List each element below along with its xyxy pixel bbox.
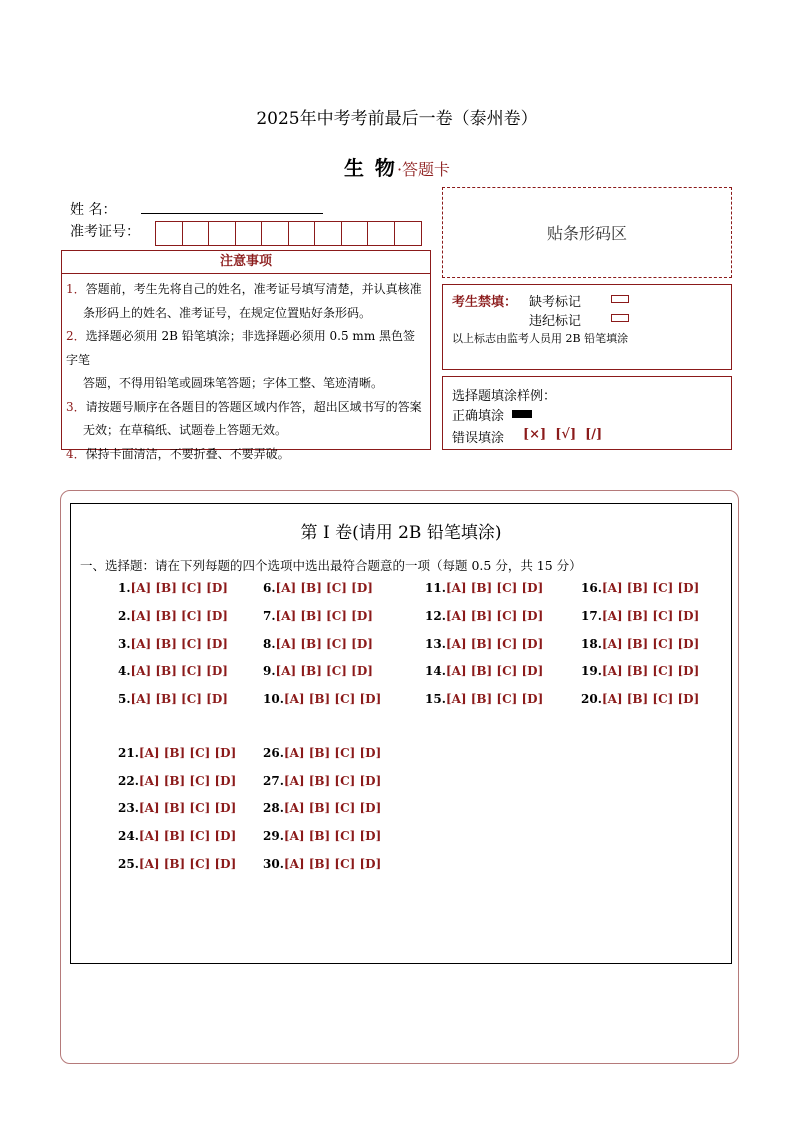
question-options[interactable]: [A] [B] [C] [D] xyxy=(275,637,373,651)
question-options[interactable]: [A] [B] [C] [D] xyxy=(275,609,373,623)
question-3[interactable] xyxy=(118,637,228,651)
ticket-digit-box[interactable] xyxy=(395,222,422,245)
notice-item-continuation: 答题，不得用铅笔或圆珠笔答题；字体工整、笔迹清晰。 xyxy=(83,376,384,390)
question-21[interactable] xyxy=(118,746,236,760)
question-options[interactable]: [A] [B] [C] [D] xyxy=(283,746,382,760)
question-options[interactable]: [A] [B] [C] [D] xyxy=(275,664,373,678)
question-number: 29. xyxy=(263,829,284,843)
question-number: 7. xyxy=(263,609,276,623)
question-options[interactable]: [A] [B] [C] [D] xyxy=(138,801,237,815)
question-number: 20. xyxy=(581,692,602,706)
question-22[interactable] xyxy=(118,774,236,788)
ticket-digit-box[interactable] xyxy=(183,222,210,245)
notice-item xyxy=(66,278,422,302)
subject-title xyxy=(0,152,794,181)
question-options[interactable]: [A] [B] [C] [D] xyxy=(138,746,237,760)
exam-marks-note: 以上标志由监考人员用 2B 铅笔填涂 xyxy=(452,332,629,345)
question-number: 11. xyxy=(425,581,446,595)
question-9[interactable] xyxy=(263,664,373,678)
name-label: 姓 名： xyxy=(70,202,117,218)
question-10[interactable] xyxy=(263,692,381,706)
question-24[interactable] xyxy=(118,829,236,843)
question-23[interactable] xyxy=(118,801,236,815)
question-number: 26. xyxy=(263,746,284,760)
question-number: 24. xyxy=(118,829,139,843)
question-options[interactable]: [A] [B] [C] [D] xyxy=(138,829,237,843)
question-number: 28. xyxy=(263,801,284,815)
ticket-digit-box[interactable] xyxy=(156,222,183,245)
question-16[interactable] xyxy=(581,581,699,595)
barcode-label: 贴条形码区 xyxy=(546,224,627,243)
question-options[interactable]: [A] [B] [C] [D] xyxy=(138,857,237,871)
violation-label: 违纪标记 xyxy=(529,314,582,329)
question-number: 25. xyxy=(118,857,139,871)
question-number: 19. xyxy=(581,664,602,678)
fill-sample-heading: 选择题填涂样例： xyxy=(452,389,557,404)
question-number: 2. xyxy=(118,609,131,623)
question-27[interactable] xyxy=(263,774,381,788)
question-20[interactable] xyxy=(581,692,699,706)
notice-item-text: 保持卡面清洁，不要折叠、不要弄破。 xyxy=(85,446,290,461)
question-number: 27. xyxy=(263,774,284,788)
question-number: 13. xyxy=(425,637,446,651)
ticket-digit-box[interactable] xyxy=(209,222,236,245)
card-label: ·答题卡 xyxy=(396,160,451,179)
question-26[interactable] xyxy=(263,746,381,760)
question-options[interactable]: [A] [B] [C] [D] xyxy=(445,581,544,595)
question-18[interactable] xyxy=(581,637,699,651)
ticket-digit-box[interactable] xyxy=(342,222,369,245)
question-options[interactable]: [A] [B] [C] [D] xyxy=(275,581,373,595)
notice-item xyxy=(66,443,422,467)
question-number: 30. xyxy=(263,857,284,871)
question-29[interactable] xyxy=(263,829,381,843)
question-options[interactable]: [A] [B] [C] [D] xyxy=(601,581,700,595)
question-number: 18. xyxy=(581,637,602,651)
section-instruction: 一、选择题：请在下列每题的四个选项中选出最符合题意的一项（每题 0.5 分，共 15 分） xyxy=(80,558,582,573)
question-options[interactable]: [A] [B] [C] [D] xyxy=(283,857,382,871)
question-options[interactable]: [A] [B] [C] [D] xyxy=(445,664,544,678)
exam-marks-label: 考生禁填： xyxy=(452,295,518,310)
ticket-digit-box[interactable] xyxy=(236,222,263,245)
exam-marks-box xyxy=(442,284,732,370)
question-options[interactable]: [A] [B] [C] [D] xyxy=(445,692,544,706)
page-title: 2025年中考考前最后一卷（泰州卷） xyxy=(256,109,538,129)
question-6[interactable] xyxy=(263,581,373,595)
question-number: 14. xyxy=(425,664,446,678)
question-1[interactable] xyxy=(118,581,228,595)
question-19[interactable] xyxy=(581,664,699,678)
notice-item-number: 2． xyxy=(66,329,86,343)
question-number: 4. xyxy=(118,664,131,678)
question-number: 3. xyxy=(118,637,131,651)
question-options[interactable]: [A] [B] [C] [D] xyxy=(138,774,237,788)
ticket-digit-box[interactable] xyxy=(262,222,289,245)
question-options[interactable]: [A] [B] [C] [D] xyxy=(130,664,228,678)
question-options[interactable]: [A] [B] [C] [D] xyxy=(445,609,544,623)
question-options[interactable]: [A] [B] [C] [D] xyxy=(283,801,382,815)
section-title: 第 I 卷(请用 2B 铅笔填涂) xyxy=(300,523,502,543)
notice-item-text: 答题前，考生先将自己的姓名，准考证号填写清楚，并认真核准 xyxy=(85,282,422,296)
question-17[interactable] xyxy=(581,609,699,623)
question-15[interactable] xyxy=(425,692,543,706)
notice-item-text: 选择题必须用 2B 铅笔填涂；非选择题必须用 0.5 mm 黑色签字笔 xyxy=(66,329,416,367)
question-options[interactable]: [A] [B] [C] [D] xyxy=(283,692,382,706)
question-number: 23. xyxy=(118,801,139,815)
question-28[interactable] xyxy=(263,801,381,815)
question-options[interactable]: [A] [B] [C] [D] xyxy=(445,637,544,651)
question-number: 22. xyxy=(118,774,139,788)
correct-fill-sample xyxy=(512,410,532,418)
notice-item-number: 4． xyxy=(66,446,86,461)
question-11[interactable] xyxy=(425,581,543,595)
violation-mark-box[interactable] xyxy=(611,314,629,322)
question-options[interactable]: [A] [B] [C] [D] xyxy=(601,637,700,651)
question-options[interactable]: [A] [B] [C] [D] xyxy=(601,609,700,623)
barcode-area xyxy=(442,187,732,278)
question-13[interactable] xyxy=(425,637,543,651)
question-number: 16. xyxy=(581,581,602,595)
question-number: 15. xyxy=(425,692,446,706)
question-options[interactable]: [A] [B] [C] [D] xyxy=(283,774,382,788)
question-number: 17. xyxy=(581,609,602,623)
question-14[interactable] xyxy=(425,664,543,678)
notice-item-number: 3． xyxy=(66,399,86,414)
notice-item xyxy=(66,396,422,420)
wrong-fill-label: 错误填涂 xyxy=(452,431,505,446)
ticket-digit-box[interactable] xyxy=(289,222,316,245)
question-4[interactable] xyxy=(118,664,228,678)
correct-fill-label: 正确填涂 xyxy=(452,409,505,424)
ticket-number-boxes[interactable] xyxy=(155,221,422,246)
notice-item-number: 1． xyxy=(66,282,86,296)
question-number: 5. xyxy=(118,692,131,706)
absent-mark-box[interactable] xyxy=(611,295,629,303)
question-number: 8. xyxy=(263,637,276,651)
question-7[interactable] xyxy=(263,609,373,623)
question-number: 6. xyxy=(263,581,276,595)
notice-item-continuation: 条形码上的姓名、准考证号，在规定位置贴好条形码。 xyxy=(83,305,372,320)
question-number: 10. xyxy=(263,692,284,706)
ticket-digit-box[interactable] xyxy=(315,222,342,245)
notice-heading: 注意事项 xyxy=(61,250,431,274)
question-number: 9. xyxy=(263,664,276,678)
wrong-fill-samples: [×] [√] [/] xyxy=(523,427,603,442)
fill-sample-box xyxy=(442,376,732,450)
question-options[interactable]: [A] [B] [C] [D] xyxy=(130,581,228,595)
question-25[interactable] xyxy=(118,857,236,871)
question-options[interactable]: [A] [B] [C] [D] xyxy=(130,637,228,651)
question-number: 21. xyxy=(118,746,139,760)
name-field[interactable] xyxy=(141,213,323,214)
ticket-label: 准考证号： xyxy=(70,224,140,240)
question-5[interactable] xyxy=(118,692,228,706)
notice-item-text: 请按题号顺序在各题目的答题区域内作答，超出区域书写的答案 xyxy=(85,399,422,414)
question-30[interactable] xyxy=(263,857,381,871)
ticket-digit-box[interactable] xyxy=(368,222,395,245)
question-options[interactable]: [A] [B] [C] [D] xyxy=(283,829,382,843)
question-8[interactable] xyxy=(263,637,373,651)
question-2[interactable] xyxy=(118,609,228,623)
question-number: 1. xyxy=(118,581,131,595)
question-options[interactable]: [A] [B] [C] [D] xyxy=(130,692,228,706)
notice-list xyxy=(61,274,431,461)
question-12[interactable] xyxy=(425,609,543,623)
absent-label: 缺考标记 xyxy=(529,295,582,310)
question-options[interactable]: [A] [B] [C] [D] xyxy=(601,692,700,706)
subject-name: 生 物 xyxy=(343,156,397,180)
question-options[interactable]: [A] [B] [C] [D] xyxy=(601,664,700,678)
question-number: 12. xyxy=(425,609,446,623)
notice-item-continuation: 无效；在草稿纸、试题卷上答题无效。 xyxy=(83,423,288,437)
question-options[interactable]: [A] [B] [C] [D] xyxy=(130,609,228,623)
notice-item xyxy=(66,325,422,372)
